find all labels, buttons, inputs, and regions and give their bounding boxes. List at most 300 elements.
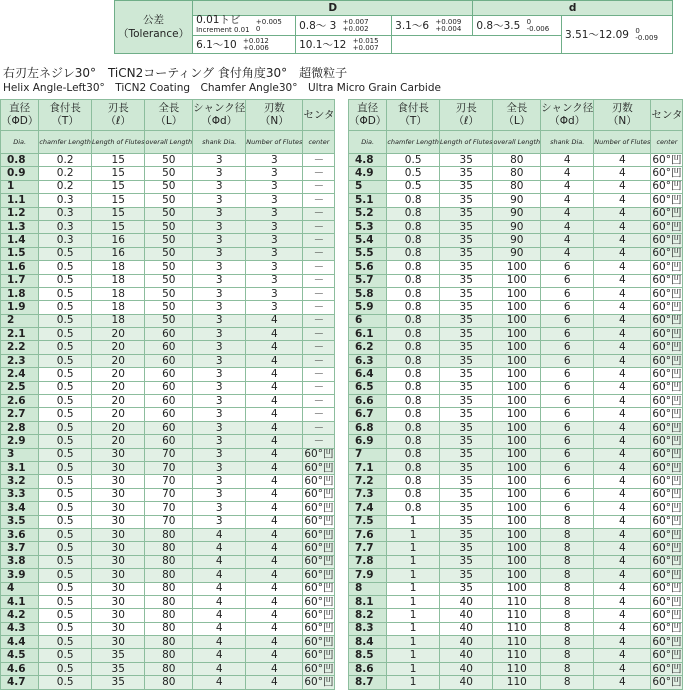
D-range-label: 3.1～6: [395, 20, 430, 32]
cell-shank: 3: [193, 502, 246, 515]
cell-dia: 7: [349, 448, 387, 461]
cell-shank: 4: [193, 649, 246, 662]
cell-overall-length: 60: [145, 354, 193, 367]
cell-center: －: [303, 328, 335, 341]
table-row: [349, 595, 683, 608]
col-header-ja: 全長: [506, 102, 528, 114]
table-row: [1, 301, 335, 314]
cell-center: －: [303, 274, 335, 287]
cell-flute-length: 18: [91, 287, 145, 300]
cell-dia: 1.5: [1, 247, 39, 260]
cell-dia: 5.2: [349, 207, 387, 220]
cell-shank: 8: [541, 515, 594, 528]
cell-dia: 2.3: [1, 354, 39, 367]
cell-dia: 8.7: [349, 676, 387, 689]
cell-dia: 7.5: [349, 515, 387, 528]
table-row: [349, 301, 683, 314]
cell-dia: 2: [1, 314, 39, 327]
cell-chamfer: 0.8: [387, 448, 440, 461]
cell-flute-length: 35: [439, 180, 493, 193]
cell-shank: 8: [541, 636, 594, 649]
cell-flutes: 4: [594, 676, 651, 689]
cell-chamfer: 1: [387, 528, 440, 541]
cell-flute-length: 35: [439, 314, 493, 327]
cell-overall-length: 110: [493, 595, 541, 608]
cell-overall-length: 100: [493, 528, 541, 541]
cell-overall-length: 100: [493, 461, 541, 474]
cell-flute-length: 30: [91, 461, 145, 474]
cell-dia: 4.5: [1, 649, 39, 662]
cell-shank: 4: [193, 528, 246, 541]
cell-flutes: 4: [246, 502, 303, 515]
col-header-en: Number of Flutes: [246, 131, 303, 154]
cell-flute-length: 35: [91, 662, 145, 675]
cell-flute-length: 20: [91, 435, 145, 448]
cell-overall-length: 100: [493, 569, 541, 582]
table-row: [1, 569, 335, 582]
cell-shank: 4: [541, 194, 594, 207]
cell-overall-length: 110: [493, 676, 541, 689]
table-row: [1, 167, 335, 180]
cell-flutes: 4: [246, 408, 303, 421]
table-row: [349, 341, 683, 354]
table-row: [1, 461, 335, 474]
cell-chamfer: 0.8: [387, 408, 440, 421]
col-header-en: overall Length: [145, 131, 193, 154]
cell-dia: 8.4: [349, 636, 387, 649]
table-row: [349, 435, 683, 448]
cell-shank: 4: [541, 234, 594, 247]
cell-dia: 5.9: [349, 301, 387, 314]
table-row: [349, 636, 683, 649]
cell-flute-length: 35: [439, 207, 493, 220]
cell-dia: 6.5: [349, 381, 387, 394]
cell-flutes: 4: [594, 368, 651, 381]
col-header-center: [303, 100, 335, 131]
cell-flutes: 4: [594, 515, 651, 528]
table-row: [1, 448, 335, 461]
cell-flutes: 4: [594, 341, 651, 354]
col-header-ja: 直径: [357, 102, 379, 114]
table-row: [1, 475, 335, 488]
cell-chamfer: 0.8: [387, 381, 440, 394]
table-row: [349, 662, 683, 675]
cell-dia: 6.9: [349, 435, 387, 448]
cell-overall-length: 80: [493, 154, 541, 167]
col-header-ja: シャンク径: [193, 102, 246, 114]
cell-dia: 1.6: [1, 261, 39, 274]
cell-chamfer: 0.8: [387, 421, 440, 434]
cell-shank: 3: [193, 194, 246, 207]
cell-flute-length: 35: [91, 676, 145, 689]
cell-shank: 4: [193, 582, 246, 595]
cell-center: 60°凹: [652, 314, 682, 327]
col-header-chamfer: [387, 100, 440, 131]
table-row: [349, 261, 683, 274]
d-range-label: 0.8～3.5: [476, 20, 521, 32]
cell-center: 60°凹: [652, 421, 682, 434]
cell-chamfer: 0.5: [39, 435, 92, 448]
cell-overall-length: 80: [493, 167, 541, 180]
cell-center: 60°凹: [652, 475, 682, 488]
cell-flute-length: 20: [91, 395, 145, 408]
col-header-en: center: [303, 131, 335, 154]
table-row: [1, 622, 335, 635]
cell-shank: 3: [193, 515, 246, 528]
cell-center: －: [303, 154, 335, 167]
cell-flutes: 4: [246, 676, 303, 689]
cell-center: 60°凹: [652, 193, 682, 206]
cell-center: －: [303, 207, 335, 220]
table-row: [1, 274, 335, 287]
col-header-en: chamfer Length: [387, 131, 440, 154]
cell-overall-length: 50: [145, 180, 193, 193]
table-row: [349, 609, 683, 622]
tolerance-empty: [392, 36, 562, 54]
cell-flute-length: 35: [439, 569, 493, 582]
table-row: [1, 676, 335, 689]
cell-flutes: 4: [246, 649, 303, 662]
cell-center: 60°凹: [652, 515, 682, 528]
cell-overall-length: 80: [145, 622, 193, 635]
d-range-tol-lower: -0.009: [635, 34, 658, 42]
cell-chamfer: 0.5: [39, 542, 92, 555]
cell-center: 60°凹: [304, 568, 334, 581]
tolerance-D-range: [296, 16, 392, 36]
cell-shank: 8: [541, 662, 594, 675]
cell-flutes: 4: [246, 395, 303, 408]
col-header-ja: 刃数: [263, 102, 285, 114]
cell-shank: 3: [193, 354, 246, 367]
table-row: [349, 274, 683, 287]
cell-dia: 4.8: [349, 154, 387, 167]
cell-chamfer: 0.5: [39, 395, 92, 408]
cell-flutes: 4: [594, 622, 651, 635]
table-row: [1, 354, 335, 367]
cell-flutes: 4: [594, 475, 651, 488]
cell-dia: 8.3: [349, 622, 387, 635]
cell-center: －: [303, 341, 335, 354]
cell-dia: 4.1: [1, 595, 39, 608]
cell-overall-length: 100: [493, 421, 541, 434]
col-header-dia: [349, 100, 387, 131]
table-row: [349, 207, 683, 220]
cell-flutes: 4: [594, 435, 651, 448]
cell-flutes: 4: [246, 569, 303, 582]
cell-chamfer: 0.8: [387, 287, 440, 300]
table-row: [349, 676, 683, 689]
cell-flute-length: 35: [439, 461, 493, 474]
cell-flutes: 3: [246, 180, 303, 193]
cell-flute-length: 20: [91, 328, 145, 341]
cell-flute-length: 30: [91, 502, 145, 515]
cell-center: 60°凹: [304, 475, 334, 488]
cell-center: 60°凹: [652, 341, 682, 354]
cell-shank: 6: [541, 341, 594, 354]
cell-overall-length: 60: [145, 381, 193, 394]
cell-flute-length: 35: [439, 287, 493, 300]
cell-overall-length: 50: [145, 247, 193, 260]
cell-flutes: 4: [594, 395, 651, 408]
cell-center: －: [303, 368, 335, 381]
cell-dia: 5.3: [349, 220, 387, 233]
cell-center: 60°凹: [652, 153, 682, 166]
cell-center: －: [303, 167, 335, 180]
cell-shank: 4: [193, 542, 246, 555]
cell-flute-length: 35: [439, 555, 493, 568]
cell-chamfer: 0.5: [387, 180, 440, 193]
cell-center: －: [303, 194, 335, 207]
cell-shank: 6: [541, 381, 594, 394]
cell-chamfer: 1: [387, 555, 440, 568]
cell-dia: 3.6: [1, 528, 39, 541]
cell-dia: 5.8: [349, 287, 387, 300]
table-row: [349, 555, 683, 568]
cell-overall-length: 50: [145, 167, 193, 180]
cell-dia: 8.2: [349, 609, 387, 622]
cell-dia: 7.1: [349, 461, 387, 474]
cell-chamfer: 0.5: [39, 622, 92, 635]
cell-flutes: 3: [246, 167, 303, 180]
tolerance-D-range: [193, 36, 296, 54]
cell-flutes: 3: [246, 274, 303, 287]
cell-center: －: [303, 180, 335, 193]
cell-center: 60°凹: [652, 528, 682, 541]
cell-center: －: [303, 395, 335, 408]
table-row: [1, 408, 335, 421]
D-range-tol-lower: +0.002: [342, 25, 369, 33]
cell-flutes: 3: [246, 287, 303, 300]
cell-center: 60°凹: [304, 448, 334, 461]
cell-flutes: 4: [594, 582, 651, 595]
cell-dia: 8.5: [349, 649, 387, 662]
cell-flute-length: 35: [439, 301, 493, 314]
cell-center: 60°凹: [304, 501, 334, 514]
cell-shank: 3: [193, 274, 246, 287]
cell-flutes: 4: [594, 555, 651, 568]
spec-title-ja: 右刃左ネジレ30° TiCN2コーティング 食付角度30° 超微粒子: [3, 66, 348, 80]
cell-overall-length: 90: [493, 234, 541, 247]
cell-chamfer: 0.5: [39, 528, 92, 541]
cell-shank: 8: [541, 528, 594, 541]
cell-flutes: 3: [246, 301, 303, 314]
cell-dia: 1.7: [1, 274, 39, 287]
cell-center: －: [303, 287, 335, 300]
cell-chamfer: 0.8: [387, 220, 440, 233]
table-row: [349, 287, 683, 300]
table-row: [1, 328, 335, 341]
cell-chamfer: 0.5: [39, 408, 92, 421]
cell-overall-length: 80: [145, 555, 193, 568]
table-row: [1, 435, 335, 448]
cell-chamfer: 0.2: [39, 154, 92, 167]
cell-chamfer: 1: [387, 676, 440, 689]
cell-center: 60°凹: [652, 354, 682, 367]
cell-flute-length: 35: [439, 167, 493, 180]
table-row: [1, 180, 335, 193]
cell-dia: 7.2: [349, 475, 387, 488]
col-header-ja: 食付長: [49, 102, 81, 114]
cell-flutes: 4: [246, 555, 303, 568]
cell-flutes: 4: [246, 515, 303, 528]
cell-overall-length: 100: [493, 515, 541, 528]
cell-chamfer: 1: [387, 662, 440, 675]
col-header-ja: 刃数: [611, 102, 633, 114]
cell-flutes: 4: [246, 595, 303, 608]
tolerance-table: [114, 0, 673, 54]
cell-center: 60°凹: [304, 542, 334, 555]
col-header-symbol: （N）: [259, 115, 289, 127]
cell-shank: 3: [193, 287, 246, 300]
cell-flutes: 4: [594, 167, 651, 180]
cell-flute-length: 30: [91, 555, 145, 568]
cell-flute-length: 18: [91, 301, 145, 314]
col-header-symbol: （L）: [155, 115, 183, 127]
cell-dia: 3.9: [1, 569, 39, 582]
cell-flute-length: 35: [439, 341, 493, 354]
cell-flute-length: 40: [439, 609, 493, 622]
cell-chamfer: 0.5: [39, 368, 92, 381]
col-header-center: [651, 100, 683, 131]
cell-chamfer: 0.8: [387, 261, 440, 274]
cell-dia: 7.3: [349, 488, 387, 501]
cell-center: 60°凹: [652, 635, 682, 648]
cell-shank: 3: [193, 261, 246, 274]
cell-chamfer: 0.5: [39, 381, 92, 394]
cell-center: 60°凹: [652, 327, 682, 340]
cell-flute-length: 30: [91, 515, 145, 528]
cell-center: －: [303, 301, 335, 314]
D-range-tol-lower: +0.004: [435, 25, 462, 33]
cell-overall-length: 60: [145, 435, 193, 448]
cell-shank: 4: [193, 609, 246, 622]
D-range-tol-upper: +0.009: [435, 18, 462, 26]
cell-center: 60°凹: [652, 167, 682, 180]
cell-chamfer: 0.5: [39, 341, 92, 354]
cell-chamfer: 0.5: [39, 636, 92, 649]
table-row: [349, 461, 683, 474]
cell-flutes: 4: [594, 408, 651, 421]
table-row: [1, 207, 335, 220]
cell-flute-length: 35: [439, 261, 493, 274]
cell-chamfer: 0.8: [387, 341, 440, 354]
table-row: [1, 502, 335, 515]
cell-flutes: 3: [246, 220, 303, 233]
col-header-symbol: （L）: [503, 115, 531, 127]
D-range-tol-lower: +0.007: [352, 44, 379, 52]
cell-chamfer: 0.3: [39, 207, 92, 220]
cell-chamfer: 0.8: [387, 488, 440, 501]
col-header-flutes: [594, 100, 651, 131]
cell-dia: 4: [1, 582, 39, 595]
cell-flute-length: 35: [439, 408, 493, 421]
cell-chamfer: 0.8: [387, 354, 440, 367]
cell-dia: 3.4: [1, 502, 39, 515]
cell-flute-length: 15: [91, 207, 145, 220]
cell-overall-length: 60: [145, 421, 193, 434]
cell-flutes: 4: [594, 247, 651, 260]
cell-shank: 6: [541, 301, 594, 314]
cell-chamfer: 0.5: [387, 154, 440, 167]
cell-center: 60°凹: [652, 622, 682, 635]
cell-flute-length: 35: [439, 220, 493, 233]
cell-flutes: 4: [594, 461, 651, 474]
table-row: [1, 287, 335, 300]
cell-flute-length: 35: [439, 395, 493, 408]
col-header-shank: [193, 100, 246, 131]
cell-dia: 7.7: [349, 542, 387, 555]
cell-overall-length: 100: [493, 381, 541, 394]
cell-center: 60°凹: [652, 582, 682, 595]
cell-shank: 6: [541, 328, 594, 341]
cell-overall-length: 70: [145, 475, 193, 488]
cell-flute-length: 18: [91, 314, 145, 327]
table-row: [349, 488, 683, 501]
cell-overall-length: 100: [493, 408, 541, 421]
table-row: [1, 528, 335, 541]
cell-center: －: [303, 421, 335, 434]
cell-center: 60°凹: [652, 595, 682, 608]
cell-flute-length: 35: [439, 515, 493, 528]
cell-chamfer: 0.5: [39, 649, 92, 662]
D-range-tol-upper: +0.007: [342, 18, 369, 26]
increment-tol-lower: 0: [255, 24, 261, 33]
cell-dia: 3.7: [1, 542, 39, 555]
cell-center: 60°凹: [304, 649, 334, 662]
cell-overall-length: 70: [145, 488, 193, 501]
cell-chamfer: 0.5: [39, 247, 92, 260]
cell-center: 60°凹: [652, 274, 682, 287]
col-header-symbol: （T）: [399, 115, 427, 127]
cell-dia: 4.2: [1, 609, 39, 622]
cell-chamfer: 0.5: [39, 475, 92, 488]
table-row: [1, 488, 335, 501]
cell-overall-length: 100: [493, 301, 541, 314]
cell-overall-length: 100: [493, 341, 541, 354]
cell-center: 60°凹: [304, 675, 334, 688]
cell-flutes: 4: [594, 287, 651, 300]
col-header-flutes: [246, 100, 303, 131]
cell-shank: 3: [193, 220, 246, 233]
col-header-dia: [1, 100, 39, 131]
cell-chamfer: 0.5: [39, 569, 92, 582]
cell-shank: 4: [193, 555, 246, 568]
col-header-symbol: （ΦD）: [349, 115, 387, 127]
cell-flute-length: 30: [91, 488, 145, 501]
cell-shank: 4: [541, 220, 594, 233]
cell-chamfer: 0.3: [39, 234, 92, 247]
cell-overall-length: 80: [145, 636, 193, 649]
cell-dia: 7.9: [349, 569, 387, 582]
table-row: [349, 194, 683, 207]
cell-flute-length: 35: [439, 154, 493, 167]
cell-flutes: 4: [594, 274, 651, 287]
cell-flutes: 4: [594, 502, 651, 515]
cell-overall-length: 60: [145, 395, 193, 408]
col-header-en: Length of Flutes: [91, 131, 145, 154]
cell-shank: 6: [541, 475, 594, 488]
cell-flutes: 3: [246, 194, 303, 207]
cell-chamfer: 0.8: [387, 247, 440, 260]
cell-center: 60°凹: [652, 542, 682, 555]
cell-shank: 3: [193, 368, 246, 381]
cell-chamfer: 0.3: [39, 220, 92, 233]
cell-overall-length: 100: [493, 314, 541, 327]
col-header-symbol: （ΦD）: [1, 115, 39, 127]
cell-overall-length: 50: [145, 234, 193, 247]
cell-dia: 2.7: [1, 408, 39, 421]
cell-overall-length: 90: [493, 194, 541, 207]
